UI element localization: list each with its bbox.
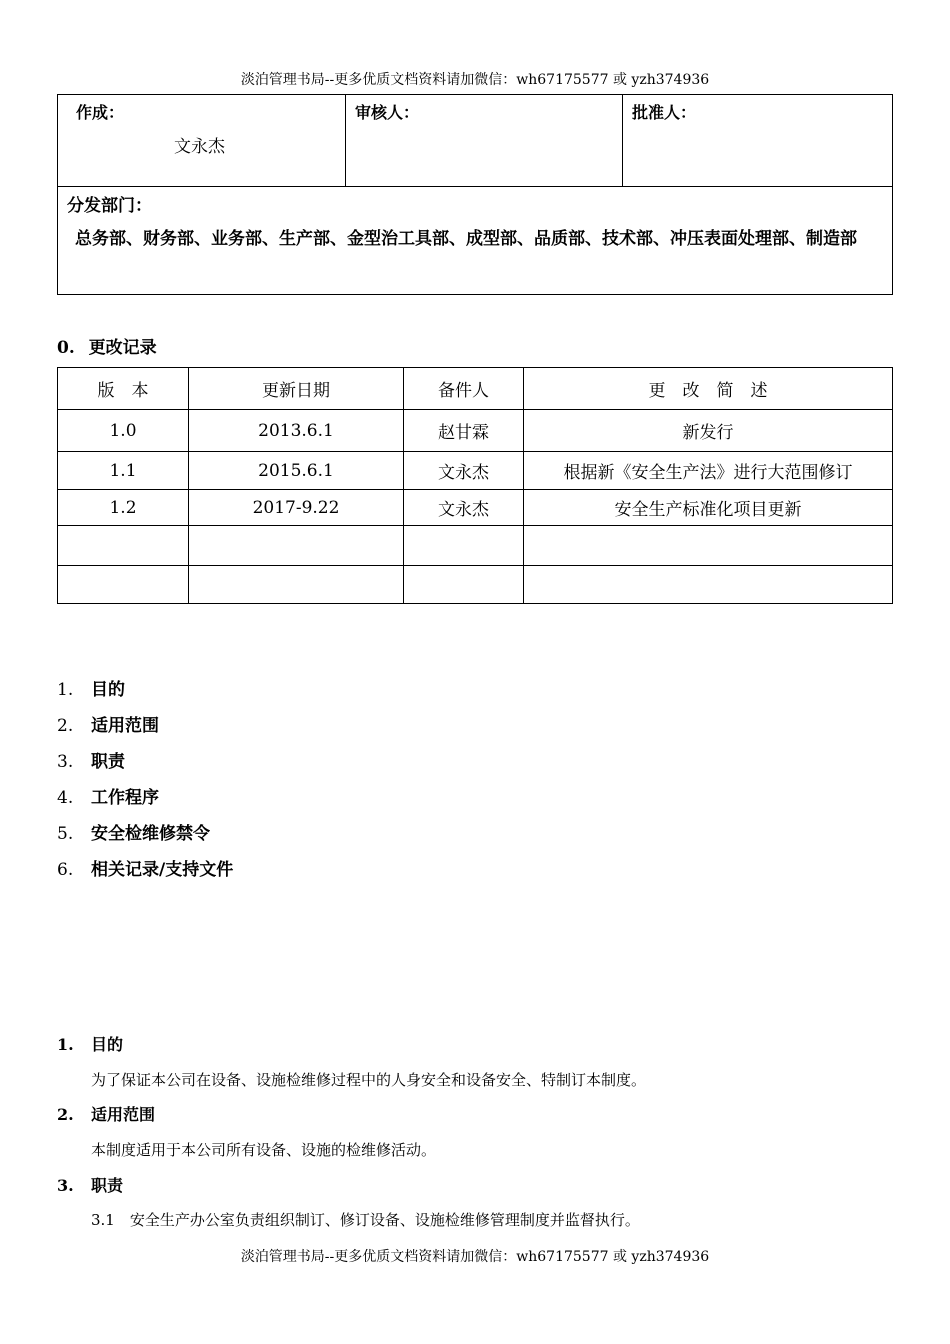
table-of-contents [57, 672, 233, 888]
author-label: 作成： [76, 103, 125, 122]
toc-label: 安全检维修禁令 [91, 824, 210, 844]
toc-num: 1. [57, 680, 74, 700]
reviewer-cell [346, 95, 623, 187]
version-cell [58, 566, 189, 604]
table-row [58, 410, 893, 452]
editor-cell [404, 566, 524, 604]
table-row [58, 452, 893, 490]
header-cell: 备件人 [404, 368, 524, 410]
table-row [58, 566, 893, 604]
section-heading [57, 1173, 123, 1196]
page-footer: 淡泊管理书局--更多优质文档资料请加微信：wh67175577 或 yzh374936 [240, 1249, 710, 1265]
table-row [58, 526, 893, 566]
toc-item [57, 816, 233, 852]
header-cell: 更 改 简 述 [524, 368, 893, 410]
approver-cell [623, 95, 893, 187]
date-cell: 2017-9.22 [189, 490, 404, 526]
toc-label: 工作程序 [91, 788, 159, 808]
section-title: 职责 [91, 1176, 124, 1195]
date-cell: 2015.6.1 [189, 452, 404, 490]
toc-item [57, 708, 233, 744]
header-cell: 版 本 [58, 368, 189, 410]
section-title: 目的 [91, 1035, 124, 1054]
revision-title [57, 333, 157, 358]
version-cell: 1.1 [58, 452, 189, 490]
date-cell [189, 526, 404, 566]
summary-cell: 新发行 [524, 410, 893, 452]
summary-cell [524, 566, 893, 604]
author-name: 文永杰 [174, 137, 225, 157]
page-header: 淡泊管理书局--更多优质文档资料请加微信：wh67175577 或 yzh374936 [240, 72, 710, 88]
section-paragraph: 本制度适用于本公司所有设备、设施的检维修活动。 [91, 1141, 437, 1159]
toc-num: 6. [57, 860, 74, 880]
summary-cell: 根据新《安全生产法》进行大范围修订 [524, 452, 893, 490]
signoff-table [57, 94, 893, 295]
toc-num: 5. [57, 824, 74, 844]
section-num: 3. [57, 1176, 74, 1195]
reviewer-label: 审核人： [355, 103, 420, 122]
distribution-label: 分发部门： [67, 196, 152, 216]
toc-item [57, 672, 233, 708]
header-cell: 更新日期 [189, 368, 404, 410]
summary-cell: 安全生产标准化项目更新 [524, 490, 893, 526]
editor-cell: 赵甘霖 [404, 410, 524, 452]
distribution-cell [58, 187, 893, 295]
version-cell: 1.2 [58, 490, 189, 526]
editor-cell: 文永杰 [404, 452, 524, 490]
revision-title-text: 更改记录 [88, 338, 157, 358]
toc-num: 3. [57, 752, 74, 772]
version-cell [58, 526, 189, 566]
toc-item [57, 780, 233, 816]
toc-num: 2. [57, 716, 74, 736]
summary-cell [524, 526, 893, 566]
version-cell: 1.0 [58, 410, 189, 452]
editor-cell: 文永杰 [404, 490, 524, 526]
toc-item [57, 852, 233, 888]
section-heading [57, 1102, 155, 1125]
toc-label: 适用范围 [91, 716, 159, 736]
date-cell: 2013.6.1 [189, 410, 404, 452]
toc-label: 职责 [91, 752, 125, 772]
section-num: 2. [57, 1105, 74, 1124]
approver-label: 批准人： [632, 103, 697, 122]
author-cell [58, 95, 346, 187]
section-title: 适用范围 [91, 1105, 156, 1124]
toc-num: 4. [57, 788, 74, 808]
editor-cell [404, 526, 524, 566]
section-num: 1. [57, 1035, 74, 1054]
revision-table [57, 367, 893, 604]
toc-label: 目的 [91, 680, 125, 700]
section-paragraph: 3.1 安全生产办公室负责组织制订、修订设备、设施检维修管理制度并监督执行。 [91, 1211, 640, 1229]
section-heading [57, 1032, 123, 1055]
table-row [58, 490, 893, 526]
revision-header-row [58, 368, 893, 410]
toc-item [57, 744, 233, 780]
date-cell [189, 566, 404, 604]
section-paragraph: 为了保证本公司在设备、设施检维修过程中的人身安全和设备安全、特制订本制度。 [91, 1071, 647, 1089]
toc-label: 相关记录/支持文件 [91, 860, 234, 880]
distribution-text: 总务部、财务部、业务部、生产部、金型治工具部、成型部、品质部、技术部、冲压表面处理部、制造部 [75, 229, 857, 249]
revision-title-num: 0. [57, 338, 75, 358]
